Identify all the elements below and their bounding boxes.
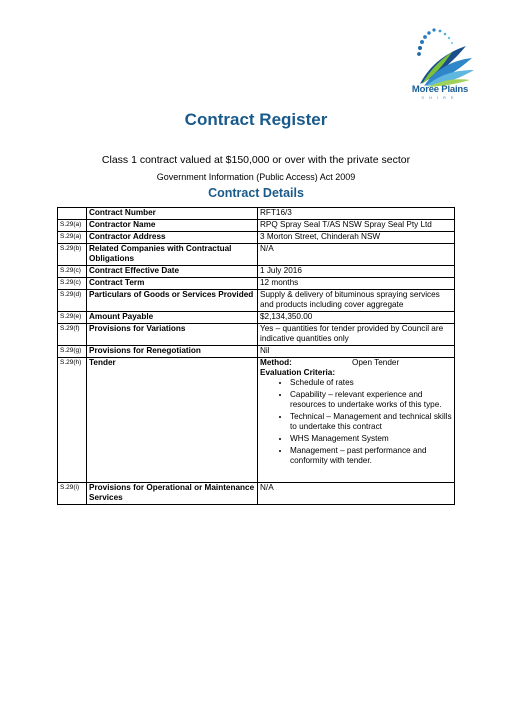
table-row <box>58 324 455 346</box>
section-ref <box>58 208 87 220</box>
field-label: Contract Effective Date <box>87 266 258 278</box>
list-item: • Schedule of rates <box>290 378 452 388</box>
section-ref: S.29(b) <box>58 244 87 266</box>
list-item: • Capability – relevant experience and resources to undertake works of this type. <box>290 390 452 410</box>
field-value: N/A <box>258 244 455 266</box>
intro-line-1: Class 1 contract valued at $150,000 or over with the private sector <box>101 154 411 166</box>
method-label: Method: <box>260 358 292 367</box>
intro-line-2: Government Information (Public Access) Act 2009 <box>156 172 356 182</box>
section-ref: S.29(c) <box>58 278 87 290</box>
section-ref: S.29(h) <box>58 358 87 483</box>
field-value: 1 July 2016 <box>258 266 455 278</box>
field-value: $2,134,350.00 <box>258 312 455 324</box>
table-row <box>58 346 455 358</box>
logo-name: Moree Plains <box>411 84 469 95</box>
criteria-label: Evaluation Criteria: <box>260 368 336 377</box>
section-ref: S.29(g) <box>58 346 87 358</box>
section-ref: S.29(f) <box>58 324 87 346</box>
field-label: Tender <box>87 358 258 483</box>
tender-details <box>258 358 455 483</box>
table-row <box>58 290 455 312</box>
field-value: Nil <box>258 346 455 358</box>
field-value: RFT16/3 <box>258 208 455 220</box>
field-value: RPQ Spray Seal T/AS NSW Spray Seal Pty Ltd <box>258 220 455 232</box>
field-label: Contractor Name <box>87 220 258 232</box>
table-row <box>58 220 455 232</box>
field-label: Contract Number <box>87 208 258 220</box>
logo-subtext: SHIRE <box>421 95 459 100</box>
section-ref: S.29(d) <box>58 290 87 312</box>
list-item: • Technical – Management and technical skills to undertake this contract <box>290 412 452 432</box>
contract-details-table <box>57 207 455 505</box>
field-value: Yes – quantities for tender provided by Council are indicative quantities only <box>258 324 455 346</box>
field-label: Contract Term <box>87 278 258 290</box>
table-row <box>58 278 455 290</box>
tender-method <box>260 358 452 368</box>
field-value: N/A <box>258 483 455 505</box>
field-label: Related Companies with Contractual Obligations <box>87 244 258 266</box>
section-ref: S.29(c) <box>58 266 87 278</box>
table-row-tender <box>58 358 455 483</box>
table-row <box>58 244 455 266</box>
field-value: Supply & delivery of bituminous spraying services and products including cover aggregate <box>258 290 455 312</box>
table-row <box>58 266 455 278</box>
page-title: Contract Register <box>184 110 328 129</box>
table-row <box>58 232 455 244</box>
section-ref: S.29(i) <box>58 483 87 505</box>
section-ref: S.29(e) <box>58 312 87 324</box>
section-title: Contract Details <box>208 186 304 200</box>
table-row <box>58 483 455 505</box>
field-label: Provisions for Operational or Maintenance Services <box>87 483 258 505</box>
section-ref: S.29(a) <box>58 232 87 244</box>
field-value: 3 Morton Street, Chinderah NSW <box>258 232 455 244</box>
table-row <box>58 208 455 220</box>
list-item: • Management – past performance and conformity with tender. <box>290 446 452 466</box>
field-label: Provisions for Variations <box>87 324 258 346</box>
field-label: Particulars of Goods or Services Provided <box>87 290 258 312</box>
field-label: Amount Payable <box>87 312 258 324</box>
field-label: Provisions for Renegotiation <box>87 346 258 358</box>
section-ref: S.29(a) <box>58 220 87 232</box>
method-value: Open Tender <box>352 358 400 367</box>
table-row <box>58 312 455 324</box>
field-label: Contractor Address <box>87 232 258 244</box>
list-item: • WHS Management System <box>290 434 452 444</box>
field-value: 12 months <box>258 278 455 290</box>
criteria-list <box>260 378 452 466</box>
